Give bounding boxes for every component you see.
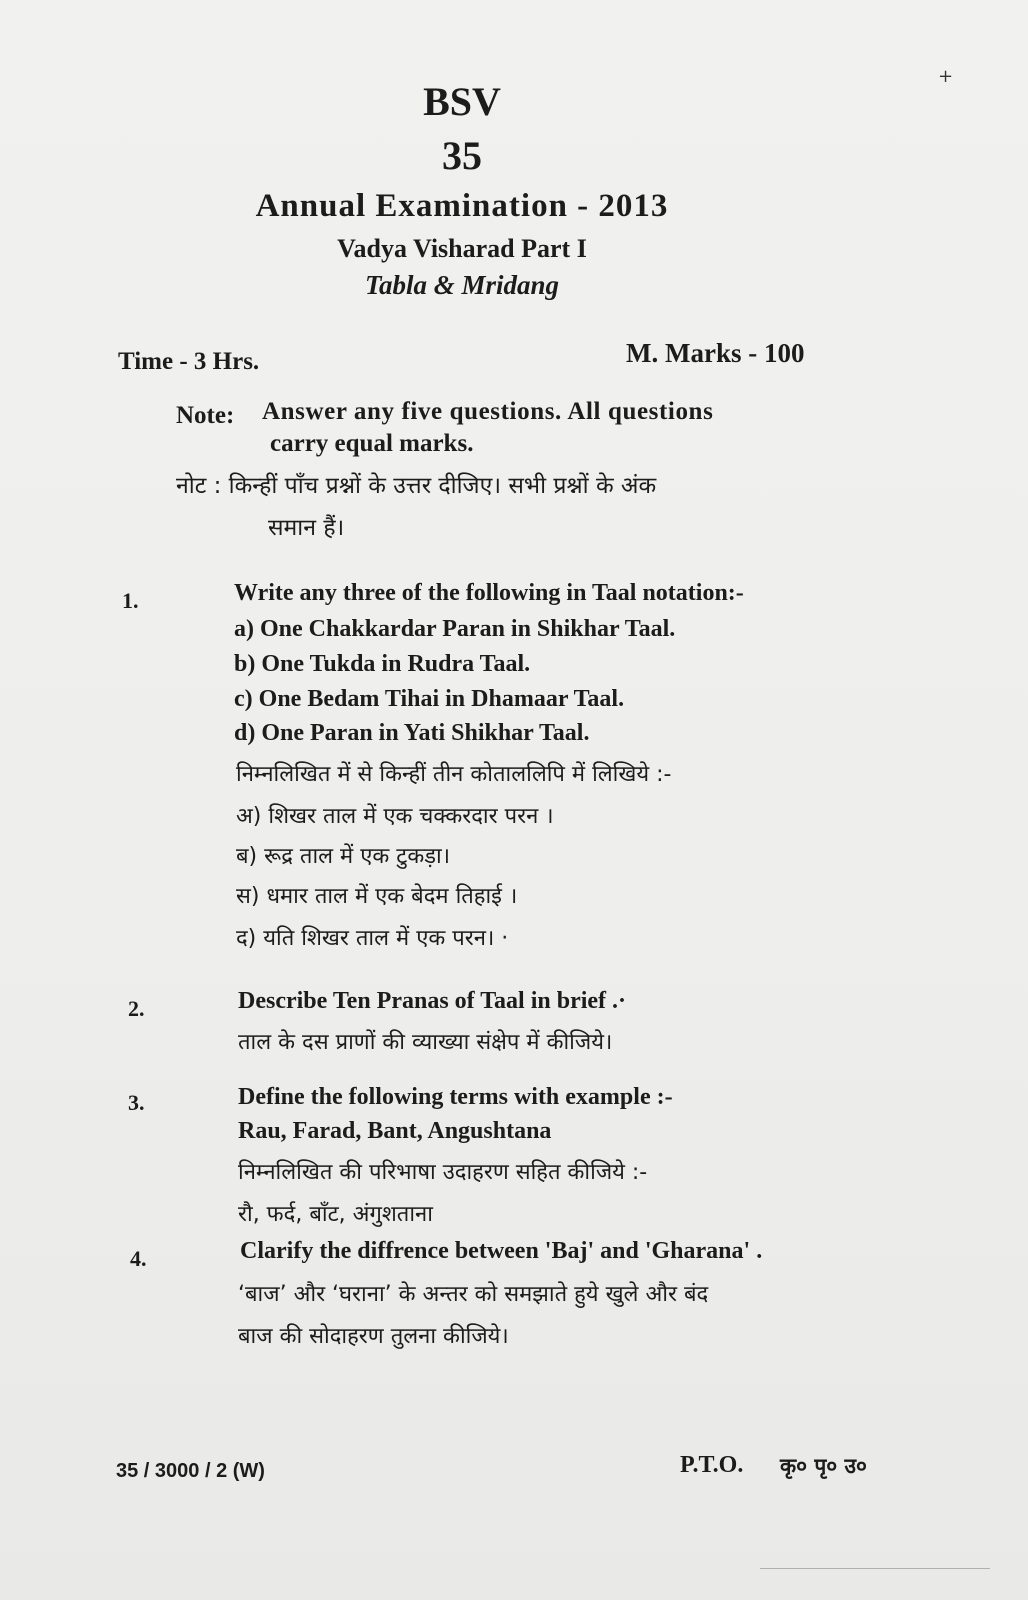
note-english-line2: carry equal marks. — [270, 430, 474, 457]
question-4-hindi-line2: बाज की सोदाहरण तुलना कीजिये। — [238, 1324, 509, 1349]
question-1-option-d: d) One Paran in Yati Shikhar Taal. — [234, 720, 590, 746]
question-2-hindi-text: ताल के दस प्राणों की व्याख्या संक्षेप में कीजिये। — [238, 1030, 613, 1055]
question-1-option-a: a) One Chakkardar Paran in Shikhar Taal. — [234, 616, 676, 642]
question-4-hindi-line1: ‘बाज’ और ‘घराना’ के अन्तर को समझाते हुये खुले और बंद — [238, 1282, 709, 1307]
note-hindi-line2: समान हैं। — [268, 515, 345, 541]
max-marks: M. Marks - 100 — [626, 338, 805, 368]
question-3-terms: Rau, Farad, Bant, Angushtana — [238, 1118, 552, 1144]
paper-number: 35 — [442, 133, 482, 178]
question-3-text: Define the following terms with example :- — [238, 1084, 673, 1110]
scan-edge-line — [760, 1568, 990, 1569]
pto-label: P.T.O. — [680, 1452, 744, 1478]
question-number: 3. — [128, 1090, 145, 1115]
question-number: 1. — [122, 588, 139, 613]
paper-code: BSV — [423, 79, 501, 124]
question-1-hindi-option-b: ब) रूद्र ताल में एक टुकड़ा। — [236, 844, 451, 869]
question-2-text: Describe Ten Pranas of Taal in brief .· — [238, 988, 627, 1014]
course-title: Vadya Visharad Part I — [337, 234, 587, 263]
question-1-option-c: c) One Bedam Tihai in Dhamaar Taal. — [234, 686, 625, 712]
exam-title: Annual Examination - 2013 — [255, 188, 669, 224]
question-3-hindi-terms: रौ, फर्द, बाँट, अंगुशताना — [238, 1202, 433, 1227]
subject-title: Tabla & Mridang — [364, 270, 560, 300]
question-4-text: Clarify the diffrence between 'Baj' and 'Gharana' . — [240, 1238, 763, 1264]
question-number: 2. — [128, 996, 145, 1021]
question-1-hindi-option-d: द) यति शिखर ताल में एक परन। · — [236, 926, 509, 951]
note-english-line1: Answer any five questions. All questions — [262, 398, 714, 425]
note-hindi-line1: नोट : किन्हीं पाँच प्रश्नों के उत्तर दीजिए। सभी प्रश्नों के अंक — [176, 473, 657, 499]
question-3-hindi-text: निम्नलिखित की परिभाषा उदाहरण सहित कीजिये :- — [238, 1160, 648, 1185]
pto-hindi-label: कृ० पृ० उ० — [780, 1454, 867, 1478]
time-limit: Time - 3 Hrs. — [118, 348, 260, 375]
question-1-option-b: b) One Tukda in Rudra Taal. — [234, 651, 531, 677]
question-number: 4. — [130, 1246, 147, 1271]
note-label: Note: — [176, 402, 235, 429]
question-1-text: Write any three of the following in Taal notation:- — [234, 580, 744, 606]
question-1-hindi-option-c: स) धमार ताल में एक बेदम तिहाई । — [236, 884, 518, 909]
question-1-hindi-option-a: अ) शिखर ताल में एक चक्करदार परन । — [236, 804, 554, 829]
question-1-hindi-text: निम्नलिखित में से किन्हीं तीन कोताललिपि में लिखिये :- — [236, 762, 672, 787]
corner-mark: + — [938, 66, 954, 87]
footer-code: 35 / 3000 / 2 (W) — [116, 1460, 265, 1482]
